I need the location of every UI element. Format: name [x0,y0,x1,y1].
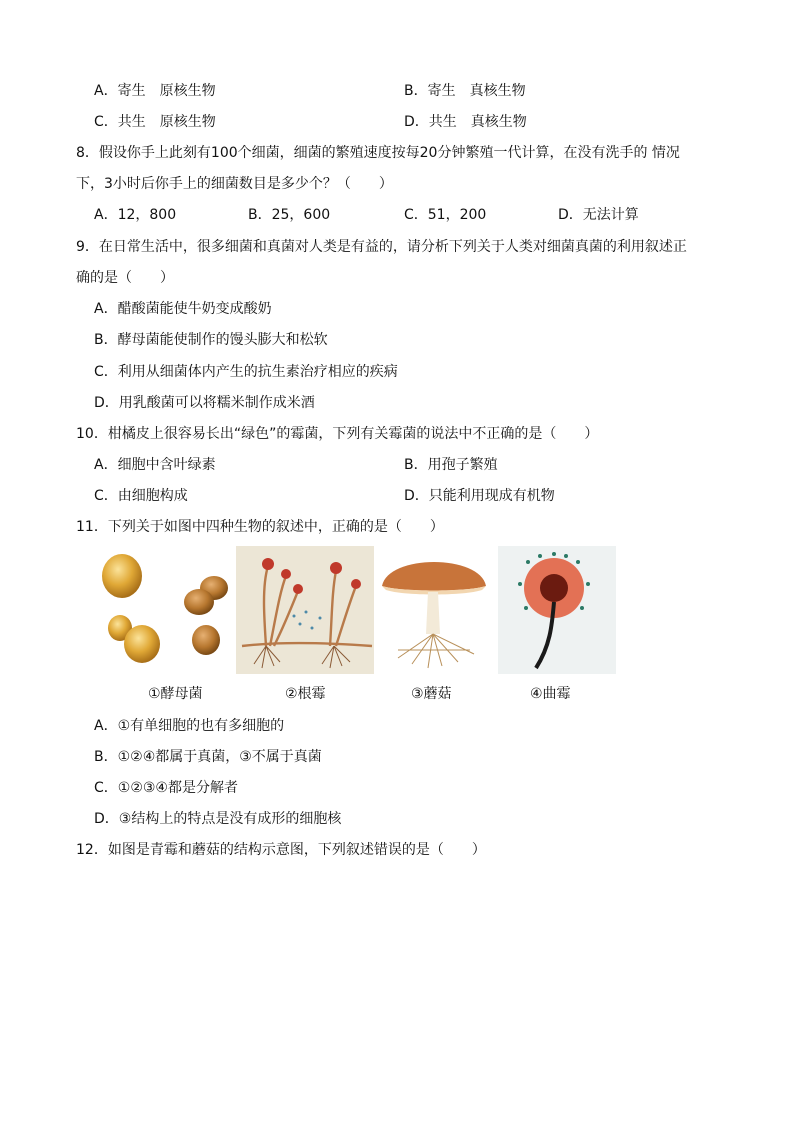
rhizopus-illustration [236,546,374,674]
q8-option-b: B．25，600 [248,207,331,223]
q8-stem-line1: 8．假设你手上此刻有100个细菌，细菌的繁殖速度按每20分钟繁殖一代计算，在没有洗手的 情况 [76,145,680,161]
q8-option-c: C．51，200 [404,207,487,223]
q10-option-a: A．细胞中含叶绿素 [94,457,216,473]
q7-option-c: C．共生 原核生物 [94,114,216,130]
q8-stem-line2: 下，3小时后你手上的细菌数目是多少个？（ ） [76,176,393,192]
q11-option-c: C．①②③④都是分解者 [94,780,238,796]
q9-option-d: D．用乳酸菌可以将糯米制作成米酒 [94,395,315,411]
q10-option-d: D．只能利用现成有机物 [404,488,555,504]
q9-stem-line1: 9．在日常生活中，很多细菌和真菌对人类是有益的，请分析下列关于人类对细菌真菌的利用叙述正 [76,239,687,255]
q8-option-d: D．无法计算 [558,207,639,223]
q12-stem: 12．如图是青霉和蘑菇的结构示意图，下列叙述错误的是（ ） [76,842,486,858]
q10-option-b: B．用孢子繁殖 [404,457,498,473]
q10-option-c: C．由细胞构成 [94,488,188,504]
fungi-figure [96,546,616,676]
q7-option-a: A．寄生 原核生物 [94,83,216,99]
caption-rhizopus: ②根霉 [285,686,326,702]
q7-option-b: B．寄生 真核生物 [404,83,526,99]
caption-yeast: ①酵母菌 [148,686,203,702]
mushroom-illustration [378,546,490,674]
q11-option-a: A．①有单细胞的也有多细胞的 [94,718,285,734]
caption-aspergillus: ④曲霉 [530,686,571,702]
q11-stem: 11．下列关于如图中四种生物的叙述中，正确的是（ ） [76,519,444,535]
q9-stem-line2: 确的是（ ） [76,270,174,286]
q10-stem: 10．柑橘皮上很容易长出“绿色”的霉菌，下列有关霉菌的说法中不正确的是（ ） [76,426,599,442]
yeast-illustration [96,546,236,674]
q7-option-d: D．共生 真核生物 [404,114,527,130]
q11-option-b: B．①②④都属于真菌，③不属于真菌 [94,749,322,765]
q9-option-a: A．醋酸菌能使牛奶变成酸奶 [94,301,272,317]
caption-mushroom: ③蘑菇 [411,686,452,702]
q8-option-a: A．12，800 [94,207,177,223]
q11-option-d: D．③结构上的特点是没有成形的细胞核 [94,811,342,827]
q9-option-c: C．利用从细菌体内产生的抗生素治疗相应的疾病 [94,364,398,380]
aspergillus-illustration [498,546,616,674]
q9-option-b: B．酵母菌能使制作的馒头膨大和松软 [94,332,328,348]
